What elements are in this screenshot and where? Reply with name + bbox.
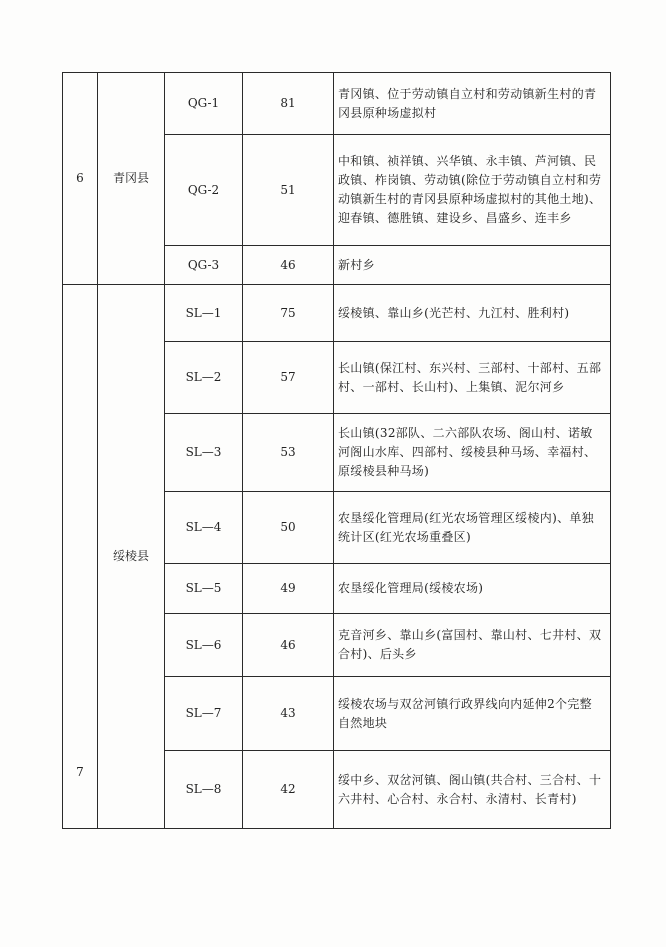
zone-scope: 绥棱镇、靠山乡(光芒村、九江村、胜利村)	[334, 285, 611, 342]
zone-score: 75	[243, 285, 334, 342]
zone-code: SL—6	[165, 614, 243, 677]
zone-score: 57	[243, 342, 334, 414]
zone-score: 53	[243, 414, 334, 492]
zone-code: SL—5	[165, 564, 243, 614]
zone-code: SL—4	[165, 492, 243, 564]
zone-score: 46	[243, 614, 334, 677]
zone-scope: 长山镇(保江村、东兴村、三部村、十部村、五部村、一部村、长山村)、上集镇、泥尔河乡	[334, 342, 611, 414]
zone-score: 42	[243, 751, 334, 829]
county-name: 绥棱县	[98, 285, 165, 829]
zone-code: SL—8	[165, 751, 243, 829]
zone-code: QG-2	[165, 135, 243, 246]
zone-scope: 绥棱农场与双岔河镇行政界线向内延伸2个完整自然地块	[334, 677, 611, 751]
zone-code: SL—2	[165, 342, 243, 414]
row-number: 7	[63, 285, 98, 829]
zone-score: 46	[243, 246, 334, 285]
county-name: 青冈县	[98, 73, 165, 285]
zone-code: QG-3	[165, 246, 243, 285]
zone-score: 81	[243, 73, 334, 135]
zone-scope: 农垦绥化管理局(绥棱农场)	[334, 564, 611, 614]
zone-code: SL—1	[165, 285, 243, 342]
zone-score: 51	[243, 135, 334, 246]
zone-code: QG-1	[165, 73, 243, 135]
zone-score: 43	[243, 677, 334, 751]
zone-scope: 长山镇(32部队、二六部队农场、阁山村、诺敏河阁山水库、四部村、绥棱县种马场、幸福村、原绥棱县种马场)	[334, 414, 611, 492]
zone-scope: 中和镇、祯祥镇、兴华镇、永丰镇、芦河镇、民政镇、柞岗镇、劳动镇(除位于劳动镇自立村和劳动镇新生村的青冈县原种场虚拟村的其他土地)、迎春镇、德胜镇、建设乡、昌盛乡、连丰乡	[334, 135, 611, 246]
zone-scope: 农垦绥化管理局(红光农场管理区绥棱内)、单独统计区(红光农场重叠区)	[334, 492, 611, 564]
zone-score: 50	[243, 492, 334, 564]
row-number: 6	[63, 73, 98, 285]
zone-scope: 克音河乡、靠山乡(富国村、靠山村、七井村、双合村)、后头乡	[334, 614, 611, 677]
table-row	[63, 285, 611, 342]
zone-score: 49	[243, 564, 334, 614]
zone-scope: 绥中乡、双岔河镇、阁山镇(共合村、三合村、十六井村、心合村、永合村、永清村、长青村)	[334, 751, 611, 829]
zone-code: SL—3	[165, 414, 243, 492]
zone-code: SL—7	[165, 677, 243, 751]
zoning-table	[62, 72, 611, 829]
zone-scope: 新村乡	[334, 246, 611, 285]
table-row	[63, 73, 611, 135]
zone-scope: 青冈镇、位于劳动镇自立村和劳动镇新生村的青冈县原种场虚拟村	[334, 73, 611, 135]
